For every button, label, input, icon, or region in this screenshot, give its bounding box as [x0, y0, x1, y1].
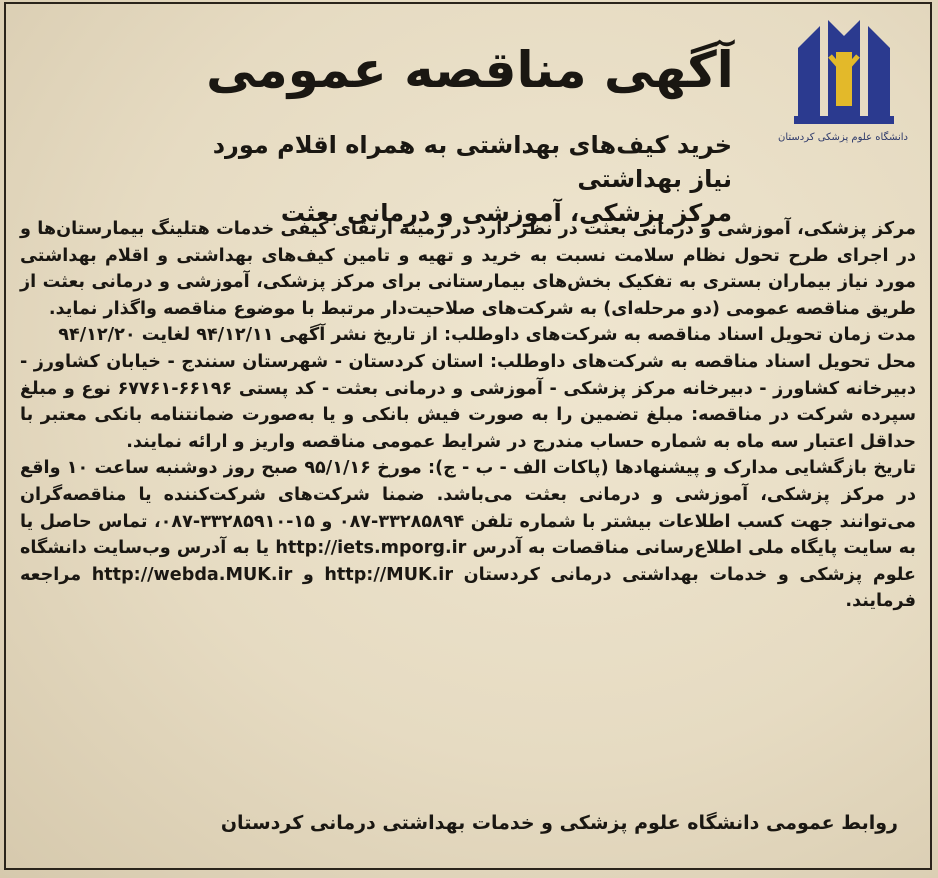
intro-paragraph: مرکز پزشکی، آموزشی و درمانی بعثت در نظر دارد در زمینه ارتقای کیفی خدمات هتلینگ بیمارستان‌ها و در اجرای طرح تحول نظام سلامت نسبت به خرید و تهیه و تامین کیف‌های بهداشتی و اقلام بهداشتی مورد نیاز بیماران بستری به تفکیک بخش‌های بیمارستانی برای مرکز پزشکی، آموزشی و درمانی بعثت از طریق مناقصه عمومی (دو مرحله‌ای) به شرکت‌های صلاحیت‌دار مرتبط با موضوع مناقصه واگذار نماید.	[20, 219, 916, 319]
subtitle-line-1: خرید کیف‌های بهداشتی به همراه اقلام مورد نیاز بهداشتی	[212, 131, 732, 193]
iets-link[interactable]: http://iets.mporg.ir	[275, 538, 467, 559]
university-emblem-icon	[790, 18, 898, 128]
university-logo	[768, 18, 918, 148]
opening-paragraph	[20, 455, 916, 615]
announcement-body	[20, 216, 916, 615]
subtitle-line-2: مرکز پزشکی، آموزشی و درمانی بعثت	[280, 199, 732, 227]
webda-link[interactable]: http://webda.MUK.ir	[91, 564, 293, 585]
footer-signature: روابط عمومی دانشگاه علوم پزشکی و خدمات بهداشتی درمانی کردستان	[220, 812, 898, 834]
closing-text: مراجعه فرمایند.	[20, 564, 916, 612]
delivery-place-paragraph: محل تحویل اسناد مناقصه به شرکت‌های داوطلب: استان کردستان - شهرستان سنندج - خیابان کشاورز - دبیرخانه کشاورز - دبیرخانه مرکز پزشکی - آموزشی و درمانی بعثت - کد پستی ۶۶۱۹۶-۶۷۷۶۱ نوع و مبلغ سپرده شرکت در مناقصه: مبلغ تضمین را به صورت فیش بانکی و یا به‌صورت ضمانتنامه بانکی معتبر با حداقل اعتبار سه ماه به شماره حساب مندرج در شرایط عمومی مناقصه واریز و ارائه نمایند.	[20, 351, 916, 452]
logo-caption: دانشگاه علوم پزشکی کردستان	[778, 132, 908, 143]
muk-link[interactable]: http://MUK.ir	[324, 564, 454, 585]
page-title: آگهی مناقصه عمومی	[206, 41, 734, 99]
opening-text: تاریخ بازگشایی مدارک و پیشنهادها (پاکات الف - ب - ج): مورخ ۹۵/۱/۱۶ صبح روز دوشنبه ساعت ۱۰ واقع در مرکز پزشکی، آموزشی و درمانی بعثت می‌باشد. ضمنا شرکت‌های شرکت‌کننده یا مناقصه‌گران می‌توانند جهت کسب اطلاعات بیشتر با شماره تلفن ۳۳۲۸۵۸۹۴-۰۸۷ و ۱۵-۳۳۲۸۵۹۱۰-۰۸۷، تماس حاصل یا به سایت پایگاه ملی اطلاع‌رسانی مناقصات به آدرس	[20, 458, 916, 559]
delivery-period-paragraph: مدت زمان تحویل اسناد مناقصه به شرکت‌های داوطلب: از تاریخ نشر آگهی ۹۴/۱۲/۱۱ لغایت ۹۴/۱۲/۲۰	[58, 325, 916, 346]
subtitle	[172, 128, 732, 230]
opening-text-2: یا به آدرس وب‌سایت دانشگاه علوم پزشکی و خدمات بهداشتی درمانی کردستان	[20, 538, 916, 585]
and-text: و	[302, 564, 314, 585]
